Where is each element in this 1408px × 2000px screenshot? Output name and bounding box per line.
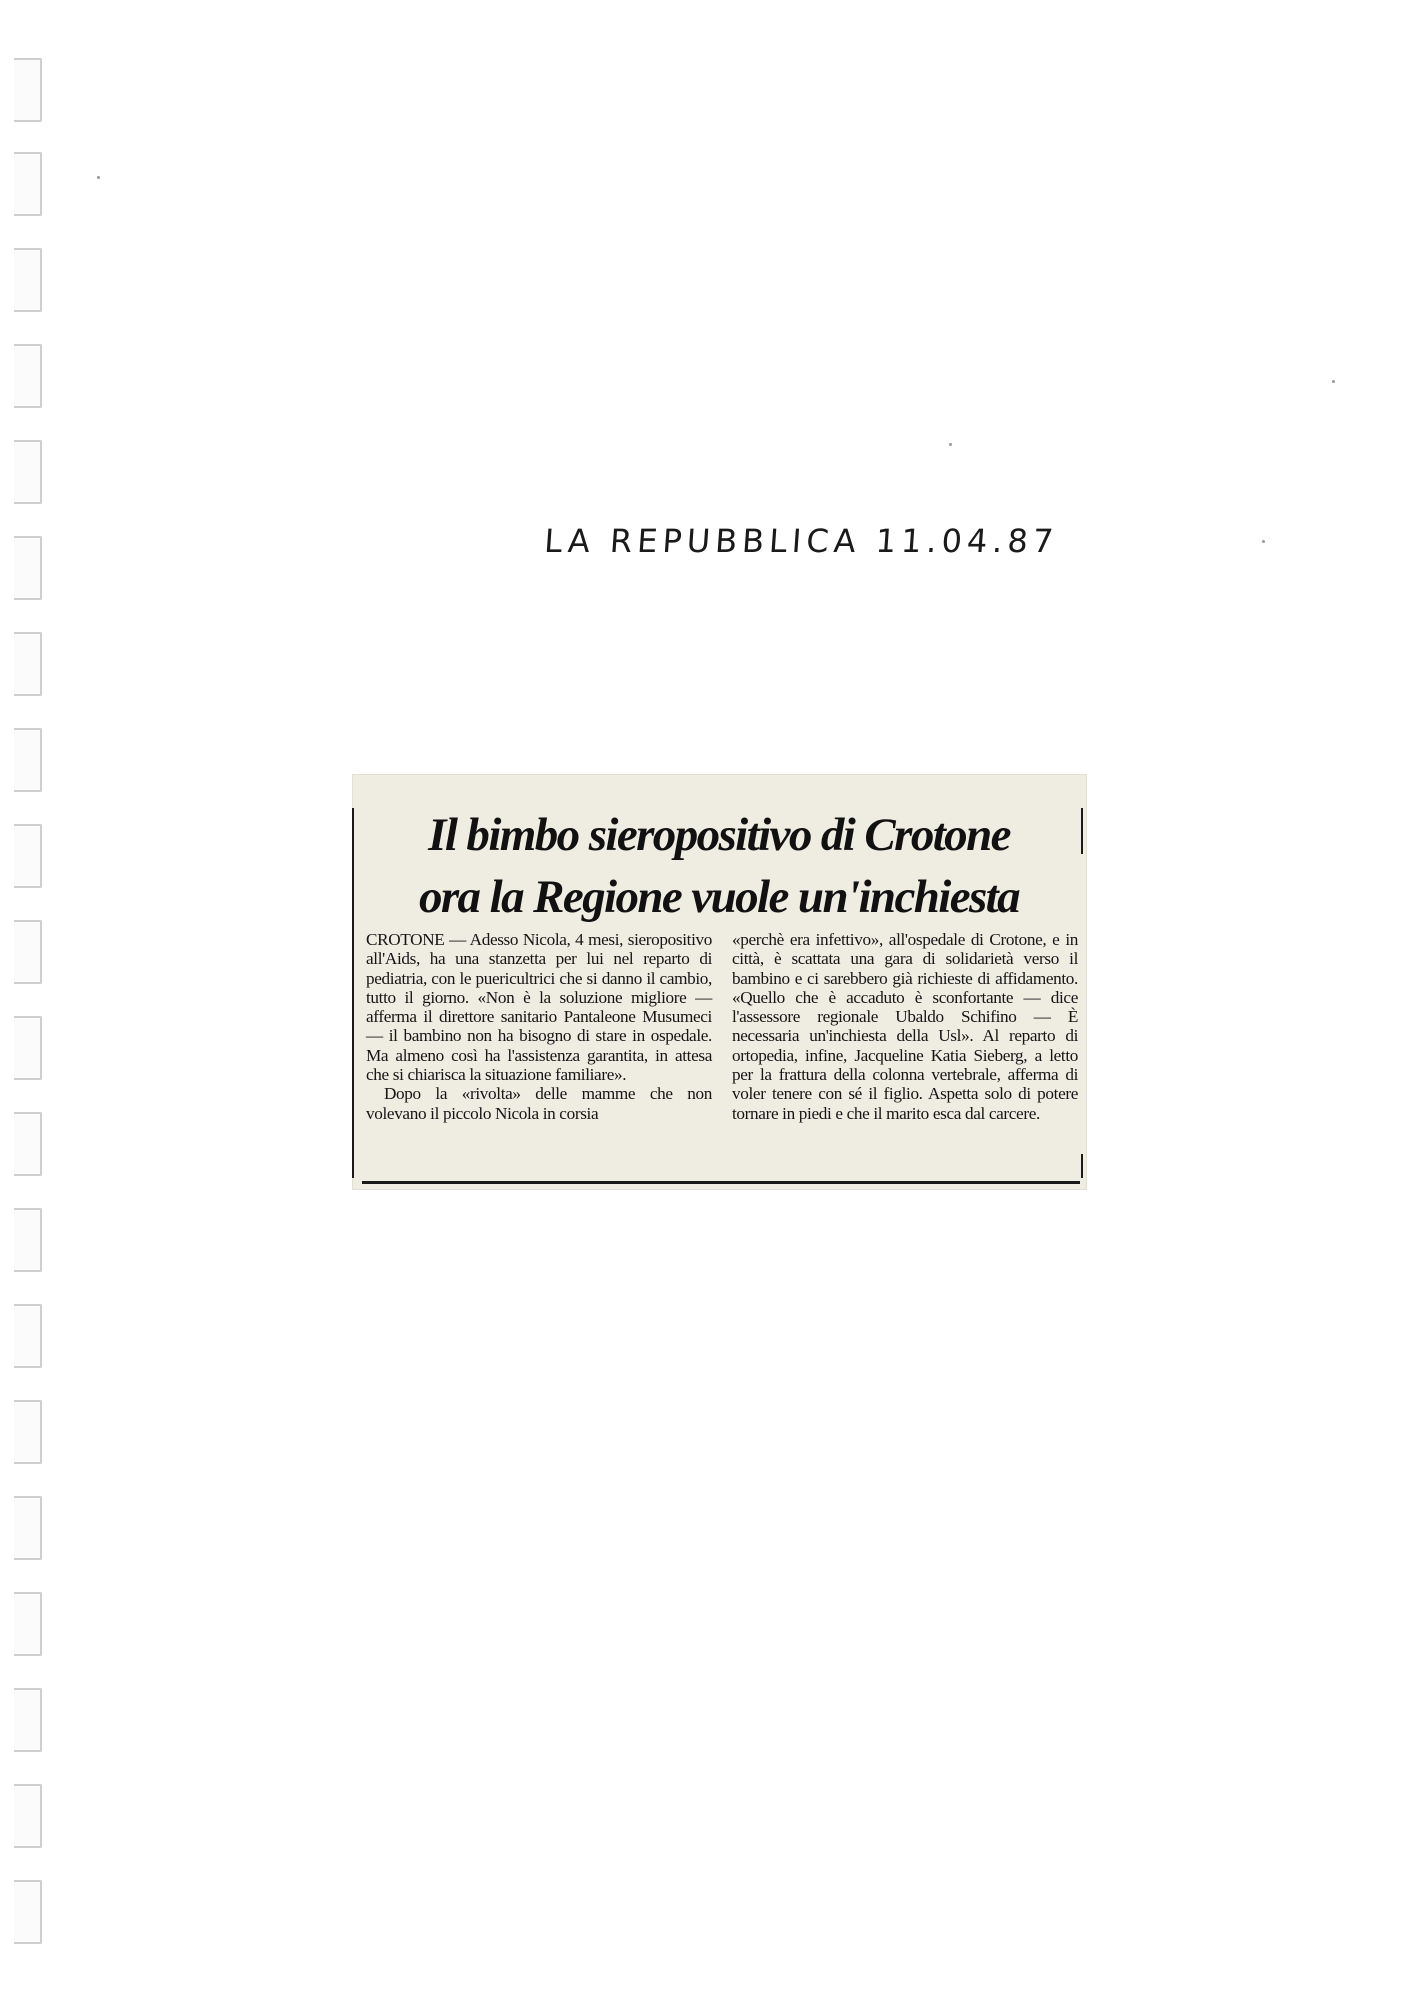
article-column-2 <box>732 930 1078 1158</box>
scan-speck <box>97 176 100 179</box>
binder-hole <box>14 1784 42 1848</box>
binder-hole <box>14 920 42 984</box>
binder-hole <box>14 824 42 888</box>
column-rule-right <box>1081 1154 1083 1178</box>
binder-hole <box>14 1400 42 1464</box>
scan-speck <box>1332 380 1335 383</box>
binder-hole <box>14 536 42 600</box>
binder-hole <box>14 1592 42 1656</box>
article-paragraph: Dopo la «rivolta» delle mamme che non volevano il piccolo Nicola in corsia <box>366 1084 712 1123</box>
column-rule-right <box>1081 808 1083 854</box>
article-headline <box>364 804 1074 928</box>
binder-hole <box>14 58 42 122</box>
column-rule-left <box>352 808 354 1178</box>
handwritten-source-date: LA REPUBBLICA 11.04.87 <box>543 522 1060 560</box>
article-paragraph: CROTONE — Adesso Nicola, 4 mesi, sieropositivo all'Aids, ha una stanzetta per lui nel reparto di pediatria, con le puericultrici che si danno il cambio, tutto il giorno. «Non è la soluzione migliore — afferma il direttore sanitario Pantaleone Musumeci — il bambino non ha bisogno di stare in ospedale. Ma almeno così ha l'assistenza garantita, in attesa che si chiarisca la situazione familiare». <box>366 930 712 1085</box>
binder-hole <box>14 1496 42 1560</box>
binder-hole <box>14 728 42 792</box>
article-body <box>366 930 1078 1158</box>
binder-hole <box>14 1016 42 1080</box>
clipping-bottom-rule <box>362 1181 1080 1184</box>
binder-hole <box>14 344 42 408</box>
binder-hole <box>14 1112 42 1176</box>
scan-speck <box>949 443 952 446</box>
binder-hole <box>14 440 42 504</box>
binder-hole <box>14 632 42 696</box>
headline-line-1: Il bimbo sieropositivo di Crotone <box>428 809 1010 861</box>
binder-hole <box>14 1304 42 1368</box>
article-paragraph: «perchè era infettivo», all'ospedale di Crotone, e in città, è scattata una gara di solidarietà verso il bambino e ci sarebbero già richieste di affidamento. «Quello che è accaduto è sconfortante — dice l'assessore regionale Ubaldo Schifino — È necessaria un'inchiesta della Usl». Al reparto di ortopedia, infine, Jacqueline Katia Sieberg, a letto per la frattura della colonna vertebrale, afferma di voler tenere con sé il figlio. Aspetta solo di potere tornare in piedi e che il marito esca dal carcere. <box>732 930 1078 1123</box>
headline-line-2: ora la Regione vuole un'inchiesta <box>418 871 1020 923</box>
scan-speck <box>1262 540 1265 543</box>
newspaper-clipping <box>352 774 1087 1190</box>
binder-hole <box>14 1688 42 1752</box>
article-column-1 <box>366 930 712 1158</box>
binder-hole <box>14 248 42 312</box>
binder-hole <box>14 1208 42 1272</box>
binder-hole <box>14 152 42 216</box>
binder-hole <box>14 1880 42 1944</box>
